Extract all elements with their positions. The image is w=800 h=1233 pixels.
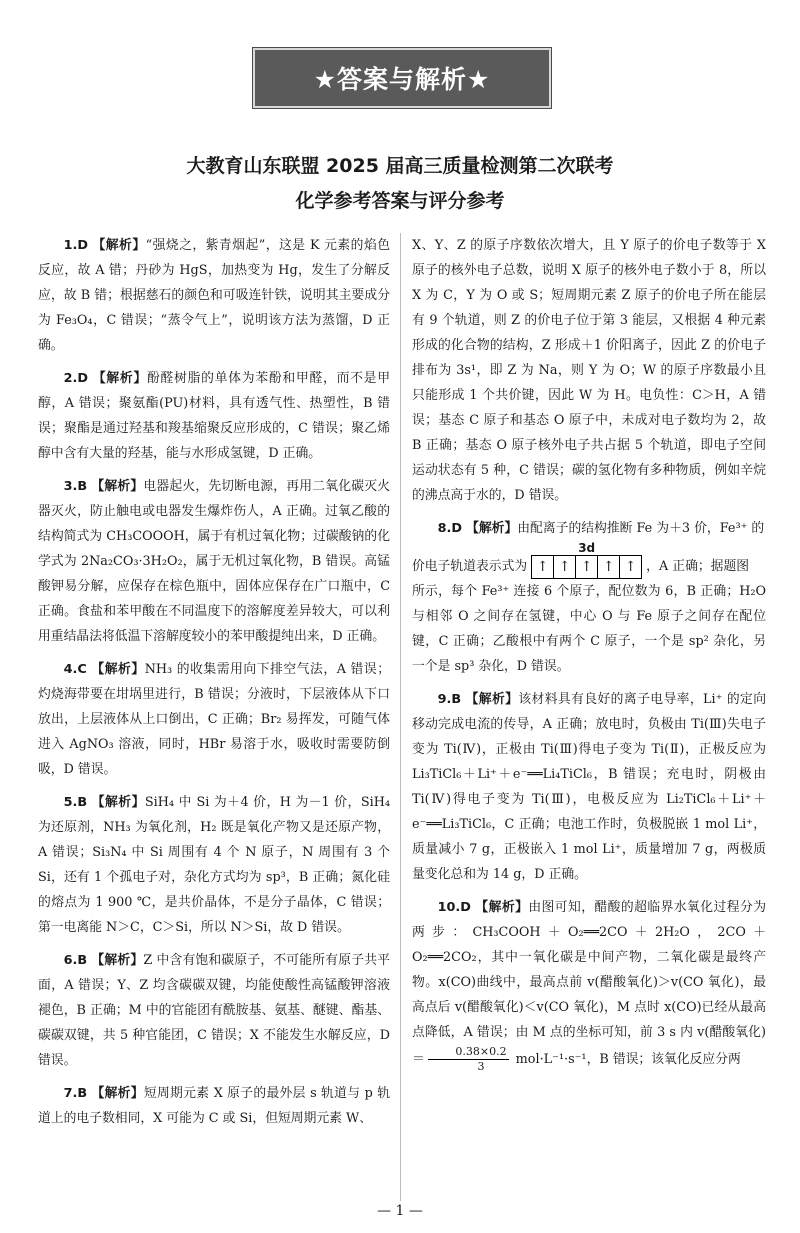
answer-4 (38, 657, 390, 782)
answer-text: 由配离子的结构推断 Fe 为＋3 价，Fe³⁺ 的 (517, 521, 765, 536)
answer-5 (38, 790, 390, 940)
answer-number: 5.B (63, 795, 88, 810)
orbital-cell-4: ↑ (598, 556, 620, 578)
analysis-tag: 【解析】 (91, 1086, 144, 1101)
answer-8 (412, 516, 766, 541)
answer-9 (412, 687, 766, 887)
answer-number: 4.C (63, 662, 87, 677)
analysis-tag: 【解析】 (91, 953, 144, 968)
answer-6 (38, 948, 390, 1073)
answer-text: NH₃ 的收集需用向下排空气法，A 错误；灼烧海带要在坩埚里进行，B 错误；分液时，下层液体从下口放出，上层液体从上口倒出，C 正确；Br₂ 易挥发，可随气体进入 AgNO₃ 溶液，同时，HBr 易溶于水，吸收时需要防倒吸，D 错误。 (38, 662, 390, 777)
analysis-tag: 【解析】 (91, 662, 145, 677)
answer-8-continued: 所示，每个 Fe³⁺ 连接 6 个原子，配位数为 6，B 正确；H₂O 与相邻 O 之间存在氢键，中心 O 与 Fe 原子之间存在配位键，C 正确；乙酸根中有两个 C 原子，一个是 sp² 杂化，另一个是 sp³ 杂化，D 错误。 (412, 584, 766, 674)
orbital-cell-2: ↑ (554, 556, 576, 578)
answer-3 (38, 474, 390, 649)
answer-7 (38, 1081, 390, 1131)
answer-number: 10.D (437, 900, 471, 915)
answer-7-continued: X、Y、Z 的原子序数依次增大，且 Y 原子的价电子数等于 X 原子的核外电子总数，说明 X 原子的核外电子数小于 8，所以 X 为 C，Y 为 O 或 S；短周期元素 Z 原子的价电子所在能层有 9 个轨道，则 Z 的价电子位于第 3 能层，又根据 4 种元素形成的化合物的结构，Z 形成＋1 价阳离子，因此 Z 的价电子排布为 3s¹，即 Z 为 Na，则 Y 为 O；W 的原子序数最小且只能形成 1 个共价键，因此 W 为 H。电负性：C＞H，A 错误；基态 C 原子和基态 O 原子中，未成对电子数均为 2，故 B 正确；基态 O 原子核外电子共占据 5 个轨道，即电子空间运动状态有 5 种，C 错误；碳的氢化物有多种物质，例如辛烷的沸点高于水的，D 错误。 (412, 238, 766, 503)
document-title: 大教育山东联盟 2025 届高三质量检测第二次联考 (186, 155, 614, 177)
analysis-tag: 【解析】 (475, 900, 529, 915)
answer-text: 该材料具有良好的离子电导率，Li⁺ 的定向移动完成电流的传导，A 正确；放电时，负极由 Ti(Ⅲ)失电子变为 Ti(Ⅳ)，正极由 Ti(Ⅲ)得电子变为 Ti(Ⅱ)，正极反应为 Li₃TiCl₆＋Li⁺＋e⁻══Li₄TiCl₆，B 错误；充电时，阴极由 Ti(Ⅳ)得电子变为 Ti(Ⅲ)，电极反应为 Li₂TiCl₆＋Li⁺＋e⁻══Li₃TiCl₆，C 正确；电池工作时，负极脱嵌 1 mol Li⁺，质量减小 7 g，正极嵌入 1 mol Li⁺，质量增加 7 g，两极质量变化总和为 14 g，D 正确。 (412, 692, 766, 882)
answer-number: 6.B (63, 953, 88, 968)
orbital-cell-1: ↑ (532, 556, 554, 578)
analysis-tag: 【解析】 (465, 692, 519, 707)
orbital-label: 3d (578, 541, 596, 555)
answer-text: 短周期元素 X 原子的最外层 s 轨道与 p 轨道上的电子数相同，X 可能为 C 或 Si，但短周期元素 W、 (38, 1086, 391, 1126)
answer-10 (412, 895, 766, 1074)
answer-text: SiH₄ 中 Si 为＋4 价，H 为－1 价，SiH₄ 为还原剂，NH₃ 为氧化剂，H₂ 既是氧化产物又是还原产物，A 错误；Si₃N₄ 中 Si 周围有 4 个 N 原子，N 周围有 3 个 Si，还有 1 个孤电子对，杂化方式均为 sp³，B 正确；氮化硅的熔点为 1 900 ℃，是共价晶体，不是分子晶体，C 错误；第一电离能 N＞C，C＞Si，所以 N＞Si，故 D 错误。 (38, 795, 390, 935)
left-column (38, 233, 390, 1139)
answer-banner (253, 48, 551, 108)
analysis-tag: 【解析】 (466, 521, 518, 536)
column-divider (400, 233, 401, 1201)
banner-text: ★答案与解析★ (313, 65, 491, 94)
fraction-numerator: 0.38×0.2 (428, 1045, 509, 1060)
answer-number: 1.D (63, 238, 88, 253)
answer-number: 7.B (63, 1086, 88, 1101)
orbital-cell-3: ↑ (576, 556, 598, 578)
orbital-line (412, 541, 766, 579)
fraction-denominator: 3 (477, 1060, 485, 1073)
analysis-tag: 【解析】 (91, 795, 145, 810)
right-column (412, 233, 766, 1082)
answer-2 (38, 366, 390, 466)
answer-number: 2.D (63, 371, 88, 386)
orbital-cell-5: ↑ (624, 559, 637, 575)
orbital-prefix: 价电子轨道表示式为 (412, 559, 528, 574)
answer-text-tail: mol·L⁻¹·s⁻¹，B 错误；该氧化反应分两 (511, 1052, 741, 1067)
orbital-suffix: ，A 正确；据题图 (646, 559, 750, 574)
answer-text: 由图可知，醋酸的超临界水氧化过程分为两步：CH₃COOH＋O₂══2CO＋2H₂O，2CO＋O₂══2CO₂，其中一氧化碳是中间产物，二氧化碳是最终产物。x(CO)曲线中，最高点前 v(醋酸氧化)＞v(CO 氧化)，最高点后 v(醋酸氧化)＜v(CO 氧化)，M 点时 x(CO)已经从最高点降低，A 错误；由 M 点的坐标可知，前 3 s 内 v(醋酸氧化)＝ (412, 900, 766, 1067)
rate-fraction (428, 1045, 509, 1074)
answer-text: 酚醛树脂的单体为苯酚和甲醛，而不是甲醇，A 错误；聚氨酯(PU)材料，具有透气性、热塑性，B 错误；聚酯是通过羟基和羧基缩聚反应形成的，C 错误；聚乙烯醇中含有大量的羟基，能与水形成氢键，D 正确。 (38, 371, 391, 461)
analysis-tag: 【解析】 (91, 479, 144, 494)
orbital-boxes (531, 555, 642, 579)
answer-text: Z 中含有饱和碳原子，不可能所有原子共平面，A 错误；Y、Z 均含碳碳双键，均能使酸性高锰酸钾溶液褪色，B 正确；M 中的官能团有酰胺基、氨基、醚键、酯基、碳碳双键，共 5 种官能团，C 错误；X 不能发生水解反应，D 错误。 (38, 953, 390, 1068)
answer-number: 3.B (63, 479, 88, 494)
answer-number: 9.B (437, 692, 462, 707)
page-number: — 1 — (377, 1203, 423, 1219)
analysis-tag: 【解析】 (92, 371, 147, 386)
answer-number: 8.D (437, 521, 462, 536)
orbital-diagram (531, 541, 642, 579)
answer-text: “强烧之，紫青烟起”，这是 K 元素的焰色反应，故 A 错；丹砂为 HgS，加热变为 Hg，发生了分解反应，故 B 错；根据慈石的颜色和可吸连针铁，说明其主要成分为 Fe₃O₄，C 错误；“蒸令气上”，说明该方法为蒸馏，D 正确。 (38, 238, 391, 353)
answer-1 (38, 233, 390, 358)
answer-text: 电器起火，先切断电源，再用二氧化碳灭火器灭火，防止触电或电器发生爆炸伤人，A 正确。过氧乙酸的结构简式为 CH₃COOOH，属于有机过氧化物；过碳酸钠的化学式为 2Na₂CO₃·3H₂O₂，属于无机过氧化物，B 错误。高锰酸钾易分解，应保存在棕色瓶中，固体应保存在广口瓶中，C 正确。食盐和苯甲酸在不同温度下的溶解度差异较大，可以利用重结晶法将低温下溶解度较小的苯甲酸提纯出来，D 正确。 (38, 479, 390, 644)
analysis-tag: 【解析】 (92, 238, 146, 253)
document-subtitle: 化学参考答案与评分参考 (295, 190, 505, 212)
